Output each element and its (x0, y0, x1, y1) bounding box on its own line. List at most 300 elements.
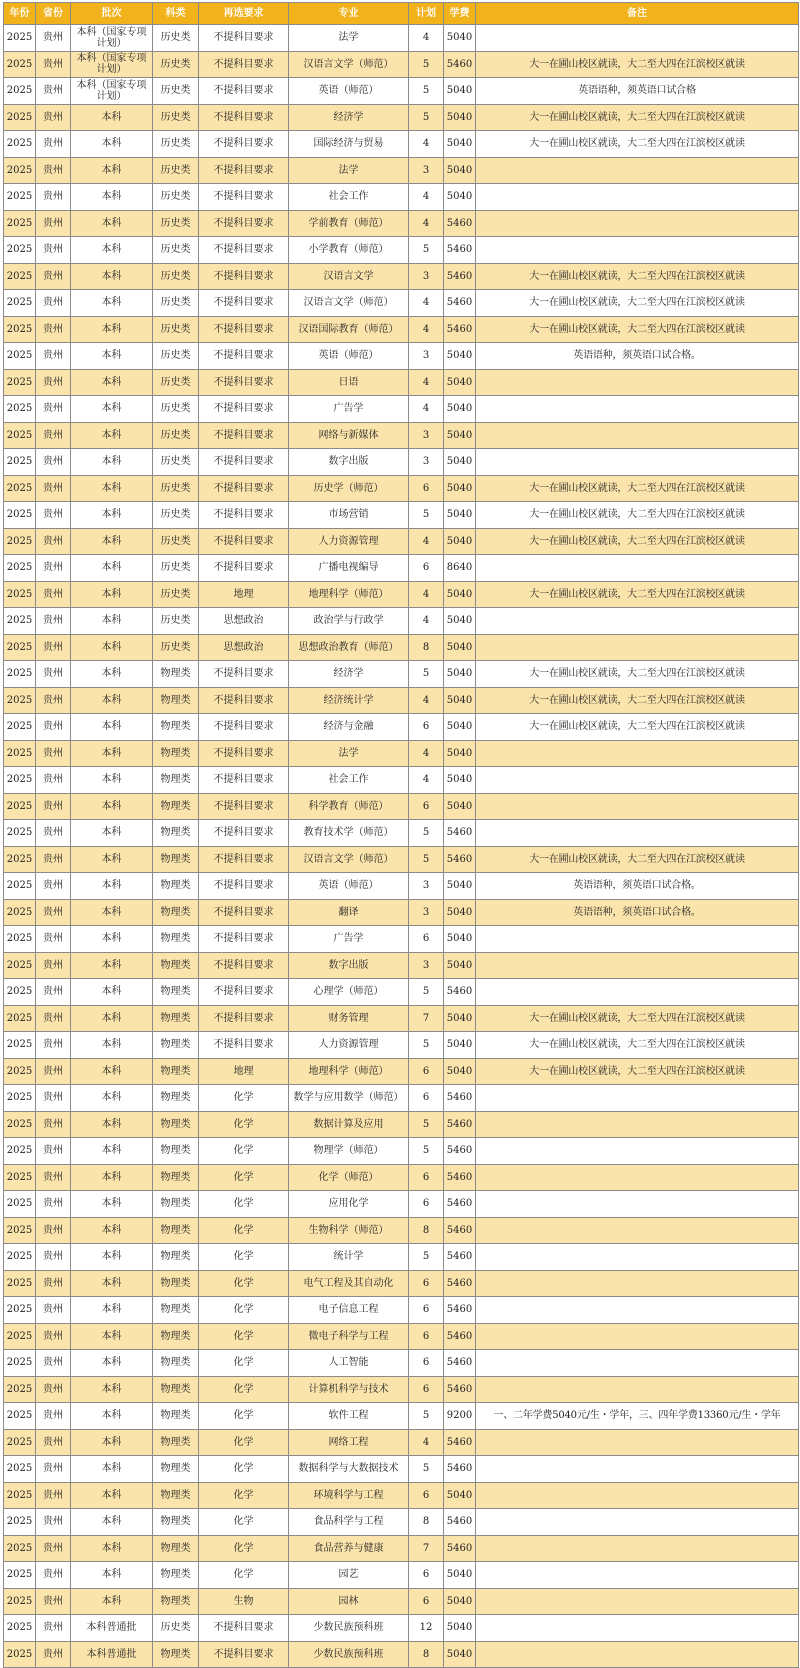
category-cell: 物理类 (153, 1429, 199, 1456)
major-cell: 经济学 (289, 104, 409, 131)
header-batch: 批次 (71, 3, 153, 25)
requirement-cell: 不提科目要求 (199, 528, 289, 555)
tuition-cell: 5040 (444, 475, 476, 502)
requirement-cell: 化学 (199, 1429, 289, 1456)
year-cell: 2025 (4, 449, 36, 476)
province-cell: 贵州 (36, 846, 71, 873)
requirement-cell: 化学 (199, 1164, 289, 1191)
batch-cell: 本科 (71, 767, 153, 794)
note-cell (476, 396, 799, 423)
category-cell: 物理类 (153, 846, 199, 873)
plan-cell: 3 (409, 157, 444, 184)
plan-cell: 4 (409, 740, 444, 767)
province-cell: 贵州 (36, 78, 71, 105)
admission-plan-table (3, 2, 799, 1668)
note-cell (476, 1535, 799, 1562)
batch-cell: 本科 (71, 396, 153, 423)
table-row (4, 1085, 799, 1112)
province-cell: 贵州 (36, 1270, 71, 1297)
province-cell: 贵州 (36, 369, 71, 396)
province-cell: 贵州 (36, 290, 71, 317)
table-row (4, 1164, 799, 1191)
batch-cell: 本科 (71, 1297, 153, 1324)
year-cell: 2025 (4, 1535, 36, 1562)
table-row (4, 502, 799, 529)
major-cell: 数学与应用数学（师范） (289, 1085, 409, 1112)
table-row (4, 290, 799, 317)
plan-cell: 4 (409, 184, 444, 211)
requirement-cell: 不提科目要求 (199, 661, 289, 688)
table-row (4, 1005, 799, 1032)
major-cell: 经济统计学 (289, 687, 409, 714)
province-cell: 贵州 (36, 555, 71, 582)
category-cell: 历史类 (153, 634, 199, 661)
major-cell: 应用化学 (289, 1191, 409, 1218)
category-cell: 历史类 (153, 131, 199, 158)
major-cell: 法学 (289, 157, 409, 184)
tuition-cell: 5460 (444, 1244, 476, 1271)
table-row (4, 687, 799, 714)
requirement-cell: 思想政治 (199, 608, 289, 635)
requirement-cell: 不提科目要求 (199, 25, 289, 52)
year-cell: 2025 (4, 1297, 36, 1324)
tuition-cell: 5460 (444, 1456, 476, 1483)
category-cell: 物理类 (153, 1270, 199, 1297)
year-cell: 2025 (4, 104, 36, 131)
category-cell: 物理类 (153, 1323, 199, 1350)
province-cell: 贵州 (36, 51, 71, 78)
major-cell: 数字出版 (289, 449, 409, 476)
batch-cell: 本科 (71, 528, 153, 555)
requirement-cell: 不提科目要求 (199, 396, 289, 423)
province-cell: 贵州 (36, 1456, 71, 1483)
requirement-cell: 化学 (199, 1562, 289, 1589)
tuition-cell: 5460 (444, 51, 476, 78)
note-cell (476, 926, 799, 953)
note-cell (476, 952, 799, 979)
requirement-cell: 化学 (199, 1085, 289, 1112)
year-cell: 2025 (4, 263, 36, 290)
category-cell: 物理类 (153, 1244, 199, 1271)
year-cell: 2025 (4, 687, 36, 714)
batch-cell: 本科 (71, 1403, 153, 1430)
plan-cell: 4 (409, 25, 444, 52)
major-cell: 广播电视编导 (289, 555, 409, 582)
tuition-cell: 5040 (444, 767, 476, 794)
requirement-cell: 不提科目要求 (199, 1641, 289, 1668)
note-cell: 英语语种，须英语口试合格。 (476, 343, 799, 370)
category-cell: 物理类 (153, 767, 199, 794)
tuition-cell: 5040 (444, 687, 476, 714)
batch-cell: 本科 (71, 449, 153, 476)
batch-cell: 本科（国家专项计划） (71, 78, 153, 105)
tuition-cell: 5040 (444, 899, 476, 926)
batch-cell: 本科 (71, 714, 153, 741)
province-cell: 贵州 (36, 714, 71, 741)
category-cell: 历史类 (153, 608, 199, 635)
batch-cell: 本科 (71, 1376, 153, 1403)
plan-cell: 3 (409, 422, 444, 449)
batch-cell: 本科（国家专项计划） (71, 25, 153, 52)
requirement-cell: 不提科目要求 (199, 555, 289, 582)
table-row (4, 1032, 799, 1059)
batch-cell: 本科 (71, 1429, 153, 1456)
category-cell: 物理类 (153, 1217, 199, 1244)
table-row (4, 1244, 799, 1271)
requirement-cell: 不提科目要求 (199, 820, 289, 847)
table-row (4, 237, 799, 264)
year-cell: 2025 (4, 714, 36, 741)
table-row (4, 449, 799, 476)
requirement-cell: 化学 (199, 1350, 289, 1377)
year-cell: 2025 (4, 952, 36, 979)
category-cell: 物理类 (153, 793, 199, 820)
requirement-cell: 不提科目要求 (199, 131, 289, 158)
note-cell: 英语语种，须英语口试合格。 (476, 873, 799, 900)
category-cell: 历史类 (153, 555, 199, 582)
note-cell: 大一在圃山校区就读，大二至大四在江滨校区就读 (476, 1032, 799, 1059)
table-row (4, 1138, 799, 1165)
plan-cell: 6 (409, 926, 444, 953)
year-cell: 2025 (4, 1111, 36, 1138)
table-row (4, 952, 799, 979)
major-cell: 人力资源管理 (289, 1032, 409, 1059)
note-cell (476, 1588, 799, 1615)
requirement-cell: 化学 (199, 1509, 289, 1536)
tuition-cell: 5040 (444, 104, 476, 131)
note-cell (476, 1111, 799, 1138)
table-row (4, 1509, 799, 1536)
category-cell: 历史类 (153, 528, 199, 555)
note-cell (476, 634, 799, 661)
table-row (4, 767, 799, 794)
year-cell: 2025 (4, 1562, 36, 1589)
table-row (4, 1456, 799, 1483)
header-province: 省份 (36, 3, 71, 25)
plan-cell: 5 (409, 104, 444, 131)
plan-cell: 6 (409, 1058, 444, 1085)
plan-cell: 6 (409, 1270, 444, 1297)
tuition-cell: 5460 (444, 263, 476, 290)
plan-cell: 6 (409, 555, 444, 582)
tuition-cell: 5040 (444, 1641, 476, 1668)
requirement-cell: 不提科目要求 (199, 343, 289, 370)
major-cell: 经济学 (289, 661, 409, 688)
note-cell: 大一在圃山校区就读，大二至大四在江滨校区就读 (476, 687, 799, 714)
requirement-cell: 不提科目要求 (199, 767, 289, 794)
province-cell: 贵州 (36, 952, 71, 979)
major-cell: 科学教育（师范） (289, 793, 409, 820)
table-row (4, 396, 799, 423)
batch-cell: 本科 (71, 581, 153, 608)
plan-cell: 5 (409, 1111, 444, 1138)
note-cell (476, 1217, 799, 1244)
note-cell (476, 1323, 799, 1350)
batch-cell: 本科 (71, 661, 153, 688)
major-cell: 法学 (289, 740, 409, 767)
category-cell: 历史类 (153, 263, 199, 290)
plan-cell: 5 (409, 661, 444, 688)
year-cell: 2025 (4, 1032, 36, 1059)
tuition-cell: 8640 (444, 555, 476, 582)
table-row (4, 793, 799, 820)
header-year: 年份 (4, 3, 36, 25)
tuition-cell: 5460 (444, 1323, 476, 1350)
requirement-cell: 不提科目要求 (199, 979, 289, 1006)
tuition-cell: 5040 (444, 25, 476, 52)
requirement-cell: 不提科目要求 (199, 51, 289, 78)
requirement-cell: 生物 (199, 1588, 289, 1615)
batch-cell: 本科 (71, 1323, 153, 1350)
requirement-cell: 化学 (199, 1403, 289, 1430)
plan-cell: 3 (409, 873, 444, 900)
batch-cell: 本科 (71, 952, 153, 979)
province-cell: 贵州 (36, 184, 71, 211)
tuition-cell: 5040 (444, 952, 476, 979)
major-cell: 数据科学与大数据技术 (289, 1456, 409, 1483)
batch-cell: 本科 (71, 1562, 153, 1589)
major-cell: 社会工作 (289, 767, 409, 794)
batch-cell: 本科 (71, 1217, 153, 1244)
table-row (4, 1376, 799, 1403)
province-cell: 贵州 (36, 1482, 71, 1509)
table-row (4, 1323, 799, 1350)
batch-cell: 本科 (71, 1005, 153, 1032)
plan-cell: 4 (409, 396, 444, 423)
plan-cell: 6 (409, 1323, 444, 1350)
category-cell: 历史类 (153, 210, 199, 237)
requirement-cell: 化学 (199, 1482, 289, 1509)
plan-cell: 4 (409, 608, 444, 635)
table-row (4, 316, 799, 343)
year-cell: 2025 (4, 1615, 36, 1642)
plan-cell: 6 (409, 1562, 444, 1589)
category-cell: 历史类 (153, 237, 199, 264)
requirement-cell: 不提科目要求 (199, 184, 289, 211)
batch-cell: 本科 (71, 1191, 153, 1218)
table-row (4, 740, 799, 767)
tuition-cell: 5460 (444, 979, 476, 1006)
category-cell: 物理类 (153, 899, 199, 926)
note-cell (476, 1138, 799, 1165)
table-row (4, 1535, 799, 1562)
note-cell: 一、二年学费5040元/生・学年，三、四年学费13360元/生・学年 (476, 1403, 799, 1430)
major-cell: 社会工作 (289, 184, 409, 211)
note-cell (476, 1085, 799, 1112)
batch-cell: 本科 (71, 1085, 153, 1112)
category-cell: 物理类 (153, 1191, 199, 1218)
tuition-cell: 5040 (444, 1032, 476, 1059)
plan-cell: 6 (409, 1085, 444, 1112)
table-row (4, 714, 799, 741)
table-row (4, 581, 799, 608)
year-cell: 2025 (4, 1350, 36, 1377)
category-cell: 物理类 (153, 1058, 199, 1085)
year-cell: 2025 (4, 1376, 36, 1403)
plan-cell: 5 (409, 846, 444, 873)
year-cell: 2025 (4, 1403, 36, 1430)
tuition-cell: 5460 (444, 316, 476, 343)
tuition-cell: 5040 (444, 608, 476, 635)
category-cell: 物理类 (153, 1376, 199, 1403)
table-row (4, 263, 799, 290)
major-cell: 思想政治教育（师范） (289, 634, 409, 661)
tuition-cell: 5460 (444, 1085, 476, 1112)
batch-cell: 本科 (71, 131, 153, 158)
note-cell: 大一在圃山校区就读，大二至大四在江滨校区就读 (476, 846, 799, 873)
category-cell: 物理类 (153, 873, 199, 900)
year-cell: 2025 (4, 1429, 36, 1456)
note-cell (476, 1164, 799, 1191)
province-cell: 贵州 (36, 528, 71, 555)
plan-cell: 5 (409, 820, 444, 847)
major-cell: 化学（师范） (289, 1164, 409, 1191)
requirement-cell: 化学 (199, 1111, 289, 1138)
batch-cell: 本科 (71, 1058, 153, 1085)
batch-cell: 本科 (71, 1032, 153, 1059)
table-row (4, 1641, 799, 1668)
requirement-cell: 不提科目要求 (199, 422, 289, 449)
province-cell: 贵州 (36, 1164, 71, 1191)
year-cell: 2025 (4, 1588, 36, 1615)
year-cell: 2025 (4, 1164, 36, 1191)
note-cell: 大一在圃山校区就读，大二至大四在江滨校区就读 (476, 1005, 799, 1032)
category-cell: 历史类 (153, 369, 199, 396)
requirement-cell: 不提科目要求 (199, 952, 289, 979)
category-cell: 物理类 (153, 1509, 199, 1536)
plan-cell: 4 (409, 131, 444, 158)
tuition-cell: 5460 (444, 820, 476, 847)
batch-cell: 本科 (71, 475, 153, 502)
header-plan: 计划 (409, 3, 444, 25)
batch-cell: 本科 (71, 184, 153, 211)
category-cell: 物理类 (153, 1297, 199, 1324)
major-cell: 物理学（师范） (289, 1138, 409, 1165)
plan-cell: 4 (409, 316, 444, 343)
province-cell: 贵州 (36, 1615, 71, 1642)
table-header (4, 3, 799, 25)
requirement-cell: 不提科目要求 (199, 210, 289, 237)
category-cell: 物理类 (153, 687, 199, 714)
major-cell: 微电子科学与工程 (289, 1323, 409, 1350)
note-cell (476, 1191, 799, 1218)
year-cell: 2025 (4, 528, 36, 555)
note-cell: 大一在圃山校区就读，大二至大四在江滨校区就读 (476, 1058, 799, 1085)
category-cell: 物理类 (153, 952, 199, 979)
province-cell: 贵州 (36, 343, 71, 370)
province-cell: 贵州 (36, 793, 71, 820)
tuition-cell: 5460 (444, 1535, 476, 1562)
batch-cell: 本科 (71, 290, 153, 317)
tuition-cell: 5040 (444, 661, 476, 688)
tuition-cell: 5460 (444, 290, 476, 317)
plan-cell: 4 (409, 767, 444, 794)
batch-cell: 本科 (71, 1456, 153, 1483)
batch-cell: 本科 (71, 210, 153, 237)
year-cell: 2025 (4, 369, 36, 396)
header-category: 科类 (153, 3, 199, 25)
major-cell: 生物科学（师范） (289, 1217, 409, 1244)
province-cell: 贵州 (36, 1429, 71, 1456)
major-cell: 小学教育（师范） (289, 237, 409, 264)
province-cell: 贵州 (36, 104, 71, 131)
year-cell: 2025 (4, 1058, 36, 1085)
tuition-cell: 5460 (444, 1191, 476, 1218)
table-row (4, 1350, 799, 1377)
major-cell: 经济与金融 (289, 714, 409, 741)
table-row (4, 25, 799, 52)
province-cell: 贵州 (36, 979, 71, 1006)
year-cell: 2025 (4, 1085, 36, 1112)
province-cell: 贵州 (36, 1323, 71, 1350)
tuition-cell: 5040 (444, 1482, 476, 1509)
category-cell: 历史类 (153, 422, 199, 449)
major-cell: 教育技术学（师范） (289, 820, 409, 847)
requirement-cell: 不提科目要求 (199, 78, 289, 105)
major-cell: 英语（师范） (289, 873, 409, 900)
plan-cell: 7 (409, 1005, 444, 1032)
year-cell: 2025 (4, 1005, 36, 1032)
table-row (4, 926, 799, 953)
tuition-cell: 5460 (444, 237, 476, 264)
requirement-cell: 思想政治 (199, 634, 289, 661)
note-cell (476, 979, 799, 1006)
plan-cell: 7 (409, 1535, 444, 1562)
plan-cell: 5 (409, 78, 444, 105)
tuition-cell: 5460 (444, 1164, 476, 1191)
year-cell: 2025 (4, 1641, 36, 1668)
major-cell: 汉语言文学（师范） (289, 290, 409, 317)
province-cell: 贵州 (36, 1641, 71, 1668)
note-cell (476, 237, 799, 264)
major-cell: 网络与新媒体 (289, 422, 409, 449)
note-cell: 大一在圃山校区就读，大二至大四在江滨校区就读 (476, 475, 799, 502)
header-requirement: 再选要求 (199, 3, 289, 25)
table-row (4, 1588, 799, 1615)
plan-cell: 4 (409, 290, 444, 317)
tuition-cell: 5040 (444, 502, 476, 529)
province-cell: 贵州 (36, 1191, 71, 1218)
note-cell (476, 820, 799, 847)
batch-cell: 本科 (71, 740, 153, 767)
major-cell: 食品营养与健康 (289, 1535, 409, 1562)
province-cell: 贵州 (36, 661, 71, 688)
requirement-cell: 不提科目要求 (199, 290, 289, 317)
note-cell: 大一在圃山校区就读，大二至大四在江滨校区就读 (476, 714, 799, 741)
requirement-cell: 不提科目要求 (199, 687, 289, 714)
batch-cell: 本科 (71, 979, 153, 1006)
batch-cell: 本科 (71, 1164, 153, 1191)
category-cell: 物理类 (153, 740, 199, 767)
category-cell: 历史类 (153, 449, 199, 476)
plan-cell: 8 (409, 1641, 444, 1668)
category-cell: 历史类 (153, 475, 199, 502)
category-cell: 物理类 (153, 1562, 199, 1589)
tuition-cell: 5040 (444, 449, 476, 476)
batch-cell: 本科 (71, 263, 153, 290)
plan-cell: 6 (409, 1376, 444, 1403)
major-cell: 汉语言文学（师范） (289, 51, 409, 78)
plan-cell: 8 (409, 1509, 444, 1536)
note-cell (476, 449, 799, 476)
tuition-cell: 9200 (444, 1403, 476, 1430)
requirement-cell: 地理 (199, 1058, 289, 1085)
category-cell: 物理类 (153, 1403, 199, 1430)
province-cell: 贵州 (36, 1138, 71, 1165)
major-cell: 少数民族预科班 (289, 1641, 409, 1668)
header-major: 专业 (289, 3, 409, 25)
year-cell: 2025 (4, 157, 36, 184)
